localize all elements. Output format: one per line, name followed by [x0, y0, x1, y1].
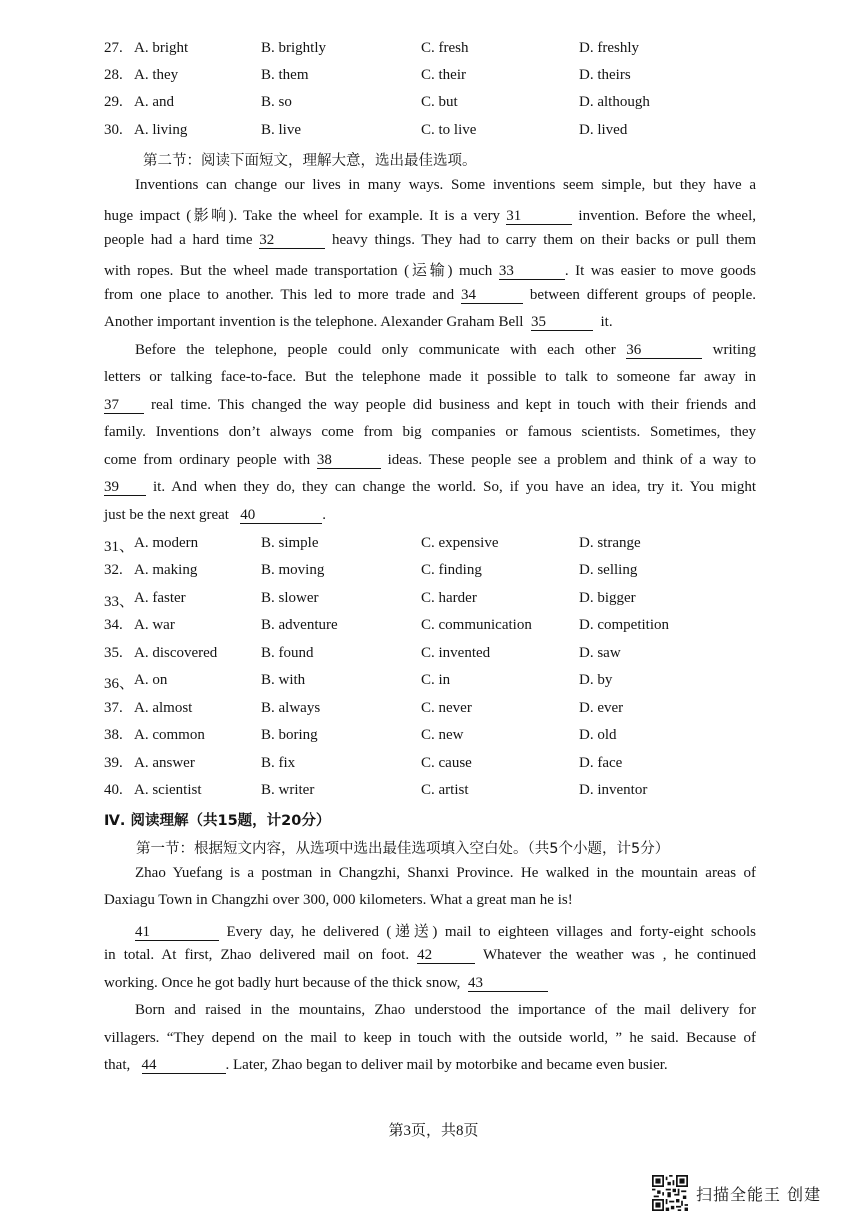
passage-line: just be the next great 40 .: [104, 507, 326, 523]
passage-line: huge impact (影响). Take the wheel for example. It is a very 31 invention. Before the wheel,: [104, 208, 757, 224]
option-a: A. making: [134, 562, 198, 578]
passage-line: Another important invention is the telephone. Alexander Graham Bell 35 it.: [104, 314, 613, 330]
option-d: D. inventor: [579, 782, 648, 798]
option-c: C. expensive: [421, 535, 499, 551]
option-b: B. adventure: [261, 617, 338, 633]
option-a: A. bright: [134, 40, 189, 56]
option-d: D. lived: [579, 122, 628, 138]
question-number: 30.: [104, 122, 123, 138]
option-d: D. saw: [579, 645, 621, 661]
option-a: A. answer: [134, 755, 195, 771]
question-36-options: [104, 672, 804, 692]
option-b: B. so: [261, 94, 292, 110]
question-37-options: [104, 700, 804, 720]
option-d: D. selling: [579, 562, 638, 578]
passage-line: villagers. “They depend on the mail to keep in touch with the outside world, ” he said. Because of: [104, 1030, 756, 1046]
passage-line: from one place to another. This led to more trade and 34 between different groups of people.: [104, 287, 756, 303]
option-d: D. bigger: [579, 590, 636, 606]
option-c: C. finding: [421, 562, 482, 578]
option-c: C. invented: [421, 645, 491, 661]
question-number: 27.: [104, 40, 123, 56]
blank-42: 42: [417, 948, 475, 964]
question-number: 31、: [104, 539, 135, 555]
option-b: B. slower: [261, 590, 319, 606]
question-31-options: [104, 535, 804, 555]
option-d: D. old: [579, 727, 617, 743]
question-number: 38.: [104, 727, 123, 743]
blank-34: 34: [461, 288, 523, 304]
option-d: D. by: [579, 672, 613, 688]
blank-43: 43: [468, 976, 548, 992]
option-a: A. faster: [134, 590, 186, 606]
page-number-footer: 第3页，共8页: [388, 1123, 479, 1139]
option-d: D. although: [579, 94, 650, 110]
option-a: A. on: [134, 672, 168, 688]
scanner-watermark: [652, 1174, 821, 1212]
passage-line: Inventions can change our lives in many ways. Some inventions seem simple, but they have a: [135, 177, 756, 193]
question-32-options: [104, 562, 804, 582]
passage-line: family. Inventions don’t always come from big companies or famous scientists. Sometimes, they: [104, 424, 756, 440]
option-d: D. competition: [579, 617, 669, 633]
question-number: 39.: [104, 755, 123, 771]
question-number: 40.: [104, 782, 123, 798]
option-c: C. communication: [421, 617, 532, 633]
option-a: A. war: [134, 617, 175, 633]
passage-line: come from ordinary people with 38 ideas. These people see a problem and think of a way to: [104, 452, 757, 468]
passage-line: that, 44 . Later, Zhao began to deliver mail by motorbike and became even busier.: [104, 1057, 668, 1073]
question-29-options: [104, 94, 804, 114]
blank-31: 31: [506, 209, 572, 225]
option-c: C. to live: [421, 122, 477, 138]
blank-33: 33: [499, 264, 565, 280]
option-b: B. brightly: [261, 40, 327, 56]
passage-line: working. Once he got badly hurt because of the thick snow, 43: [104, 975, 756, 997]
passage-line: 37 real time. This changed the way people did business and kept in touch with their friends and: [104, 397, 756, 413]
question-number: 28.: [104, 67, 123, 83]
option-a: A. discovered: [134, 645, 218, 661]
option-c: C. never: [421, 700, 472, 716]
section-1-heading: 第一节：根据短文内容，从选项中选出最佳选项填入空白处。（共5个小题，计5分）: [136, 841, 670, 857]
option-a: A. living: [134, 122, 188, 138]
option-c: C. but: [421, 94, 458, 110]
passage-line: Zhao Yuefang is a postman in Changzhi, Shanxi Province. He walked in the mountain areas of: [135, 865, 756, 881]
option-c: C. harder: [421, 590, 477, 606]
passage-line: people had a hard time 32 heavy things. They had to carry them on their backs or pull them: [104, 232, 757, 248]
option-b: B. fix: [261, 755, 296, 771]
passage-line: with ropes. But the wheel made transportation (运输) much 33 . It was easier to move goods: [104, 263, 757, 279]
passage-line: in total. At first, Zhao delivered mail on foot. 42 Whatever the weather was , he continued: [104, 947, 757, 963]
blank-37: 37: [104, 398, 144, 414]
option-c: C. fresh: [421, 40, 469, 56]
option-c: C. in: [421, 672, 451, 688]
option-c: C. artist: [421, 782, 469, 798]
question-number: 35.: [104, 645, 123, 661]
option-a: A. they: [134, 67, 179, 83]
blank-35: 35: [531, 315, 593, 331]
option-c: C. new: [421, 727, 464, 743]
question-33-options: [104, 590, 804, 610]
question-number: 33、: [104, 594, 135, 610]
option-b: B. simple: [261, 535, 319, 551]
question-39-options: [104, 755, 804, 775]
question-27-options: [104, 40, 804, 60]
blank-32: 32: [259, 233, 325, 249]
option-b: B. moving: [261, 562, 325, 578]
option-b: B. always: [261, 700, 321, 716]
option-a: A. and: [134, 94, 174, 110]
question-40-options: [104, 782, 804, 802]
passage-line: letters or talking face-to-face. But the telephone made it possible to talk to someone far away in: [104, 369, 756, 385]
blank-36: 36: [626, 343, 702, 359]
option-d: D. freshly: [579, 40, 639, 56]
question-28-options: [104, 67, 804, 87]
option-b: B. them: [261, 67, 309, 83]
blank-44: 44: [142, 1058, 226, 1074]
question-number: 37.: [104, 700, 123, 716]
question-35-options: [104, 645, 804, 665]
option-b: B. live: [261, 122, 301, 138]
option-a: A. almost: [134, 700, 193, 716]
question-number: 34.: [104, 617, 123, 633]
watermark-text: 扫描全能王 创建: [696, 1184, 822, 1204]
option-d: D. strange: [579, 535, 641, 551]
option-d: D. theirs: [579, 67, 631, 83]
section-2-heading: 第二节：阅读下面短文，理解大意，选出最佳选项。: [143, 153, 477, 169]
passage-line: 39 it. And when they do, they can change the world. So, if you have an idea, try it. You might: [104, 479, 756, 495]
qr-code-icon: [652, 1175, 688, 1211]
option-d: D. ever: [579, 700, 624, 716]
option-c: C. their: [421, 67, 466, 83]
option-b: B. writer: [261, 782, 315, 798]
option-a: A. common: [134, 727, 205, 743]
blank-39: 39: [104, 480, 146, 496]
option-b: B. boring: [261, 727, 318, 743]
question-number: 36、: [104, 676, 135, 692]
part-4-heading: Ⅳ. 阅读理解（共15题，计20分）: [104, 813, 331, 829]
question-number: 29.: [104, 94, 123, 110]
passage-line: Before the telephone, people could only communicate with each other 36 writing: [135, 342, 757, 358]
blank-38: 38: [317, 453, 381, 469]
passage-line: Born and raised in the mountains, Zhao understood the importance of the mail delivery for: [135, 1002, 756, 1018]
option-d: D. face: [579, 755, 623, 771]
blank-40: 40: [240, 508, 322, 524]
blank-41: 41: [135, 925, 219, 941]
question-30-options: [104, 122, 804, 142]
option-a: A. modern: [134, 535, 199, 551]
question-number: 32.: [104, 562, 123, 578]
option-c: C. cause: [421, 755, 472, 771]
option-b: B. found: [261, 645, 314, 661]
question-38-options: [104, 727, 804, 747]
passage-line: Daxiagu Town in Changzhi over 300, 000 kilometers. What a great man he is!: [104, 892, 573, 908]
option-b: B. with: [261, 672, 306, 688]
passage-line: 41 Every day, he delivered (递送) mail to eighteen villages and forty-eight schools: [135, 924, 757, 940]
question-34-options: [104, 617, 804, 637]
option-a: A. scientist: [134, 782, 202, 798]
